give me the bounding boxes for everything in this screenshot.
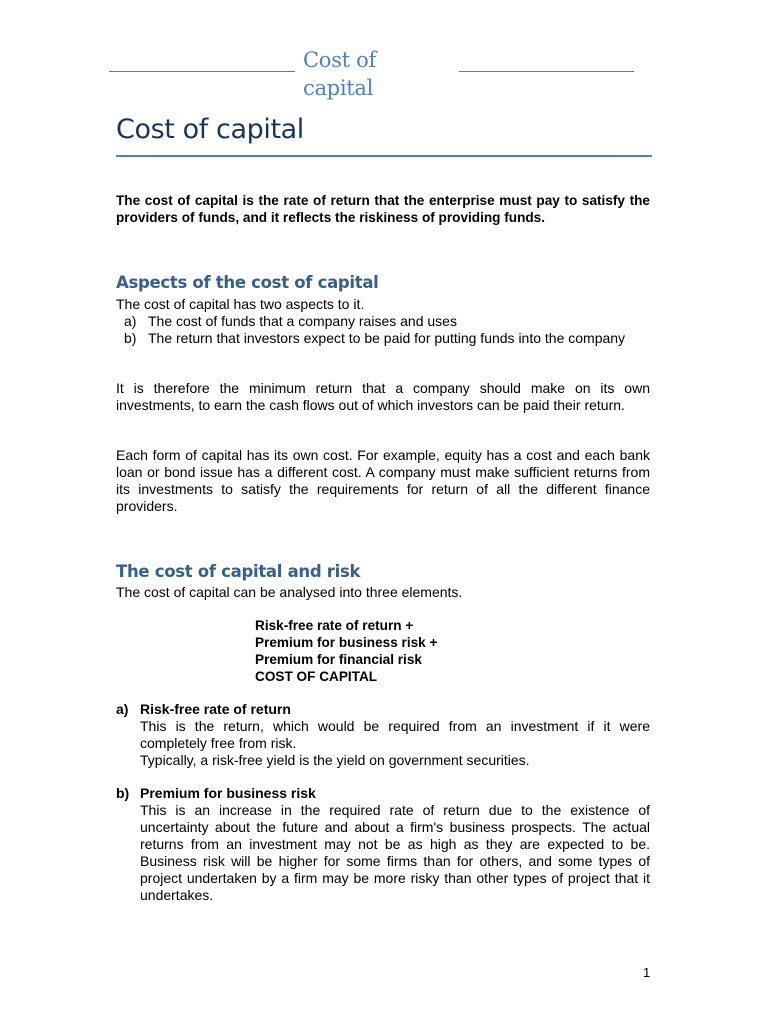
formula-line: Premium for business risk + <box>255 635 438 650</box>
formula-line: COST OF CAPITAL <box>255 669 378 684</box>
formula-line: Risk-free rate of return + <box>255 618 414 633</box>
subsection-title: Premium for business risk <box>140 785 316 801</box>
list-item <box>124 330 650 347</box>
header-rule-left <box>109 71 295 72</box>
formula-line: Premium for financial risk <box>255 652 422 667</box>
section-heading-risk: The cost of capital and risk <box>116 562 361 581</box>
list-marker: a) <box>124 313 137 329</box>
page-number: 1 <box>643 965 651 980</box>
subsection-title: Risk-free rate of return <box>140 701 291 717</box>
list-item-text: The cost of funds that a company raises and uses <box>148 313 457 329</box>
intro-paragraph: The cost of capital is the rate of return that the enterprise must pay to satisfy the providers of funds, and it reflects the riskiness of providing funds. <box>116 193 650 225</box>
subsection-business-risk <box>116 785 650 904</box>
section-heading-aspects: Aspects of the cost of capital <box>116 273 379 292</box>
cost-of-capital-formula <box>255 617 437 685</box>
aspects-list <box>124 313 650 347</box>
subsection-body: Typically, a risk-free yield is the yield on government securities. <box>140 752 530 768</box>
header-rule-right <box>459 71 634 72</box>
subsection-marker: a) <box>116 701 129 717</box>
section1-lead: The cost of capital has two aspects to it. <box>116 296 365 312</box>
subsection-heading <box>116 785 650 802</box>
subsection-risk-free <box>116 701 650 769</box>
section2-lead: The cost of capital can be analysed into three elements. <box>116 584 463 600</box>
list-item-text: The return that investors expect to be paid for putting funds into the company <box>148 330 626 346</box>
header-title: Cost of capital <box>303 48 376 100</box>
subsection-body: This is an increase in the required rate of return due to the existence of uncertainty about the future and about a firm's business prospects. The actual returns from an investment may not be as high as they are expected to be. Business risk will be higher for some firms than for others, and some types of project undertaken by a firm may be more risky than other types of project that it undertakes. <box>140 802 650 903</box>
section1-paragraph-1: It is therefore the minimum return that a company should make on its own investments, to earn the cash flows out of which investors can be paid their return. <box>116 380 650 413</box>
section1-paragraph-2: Each form of capital has its own cost. For example, equity has a cost and each bank loan or bond issue has a different cost. A company must make sufficient returns from its investments to satisfy the requirements for return of all the different finance providers. <box>116 447 650 514</box>
list-marker: b) <box>124 330 137 346</box>
subsection-body: This is the return, which would be required from an investment if it were completely free from risk. <box>140 718 650 751</box>
list-item <box>124 313 650 330</box>
title-underline <box>116 155 652 157</box>
subsection-marker: b) <box>116 785 130 801</box>
document-title: Cost of capital <box>116 114 304 145</box>
subsection-heading <box>116 701 650 718</box>
